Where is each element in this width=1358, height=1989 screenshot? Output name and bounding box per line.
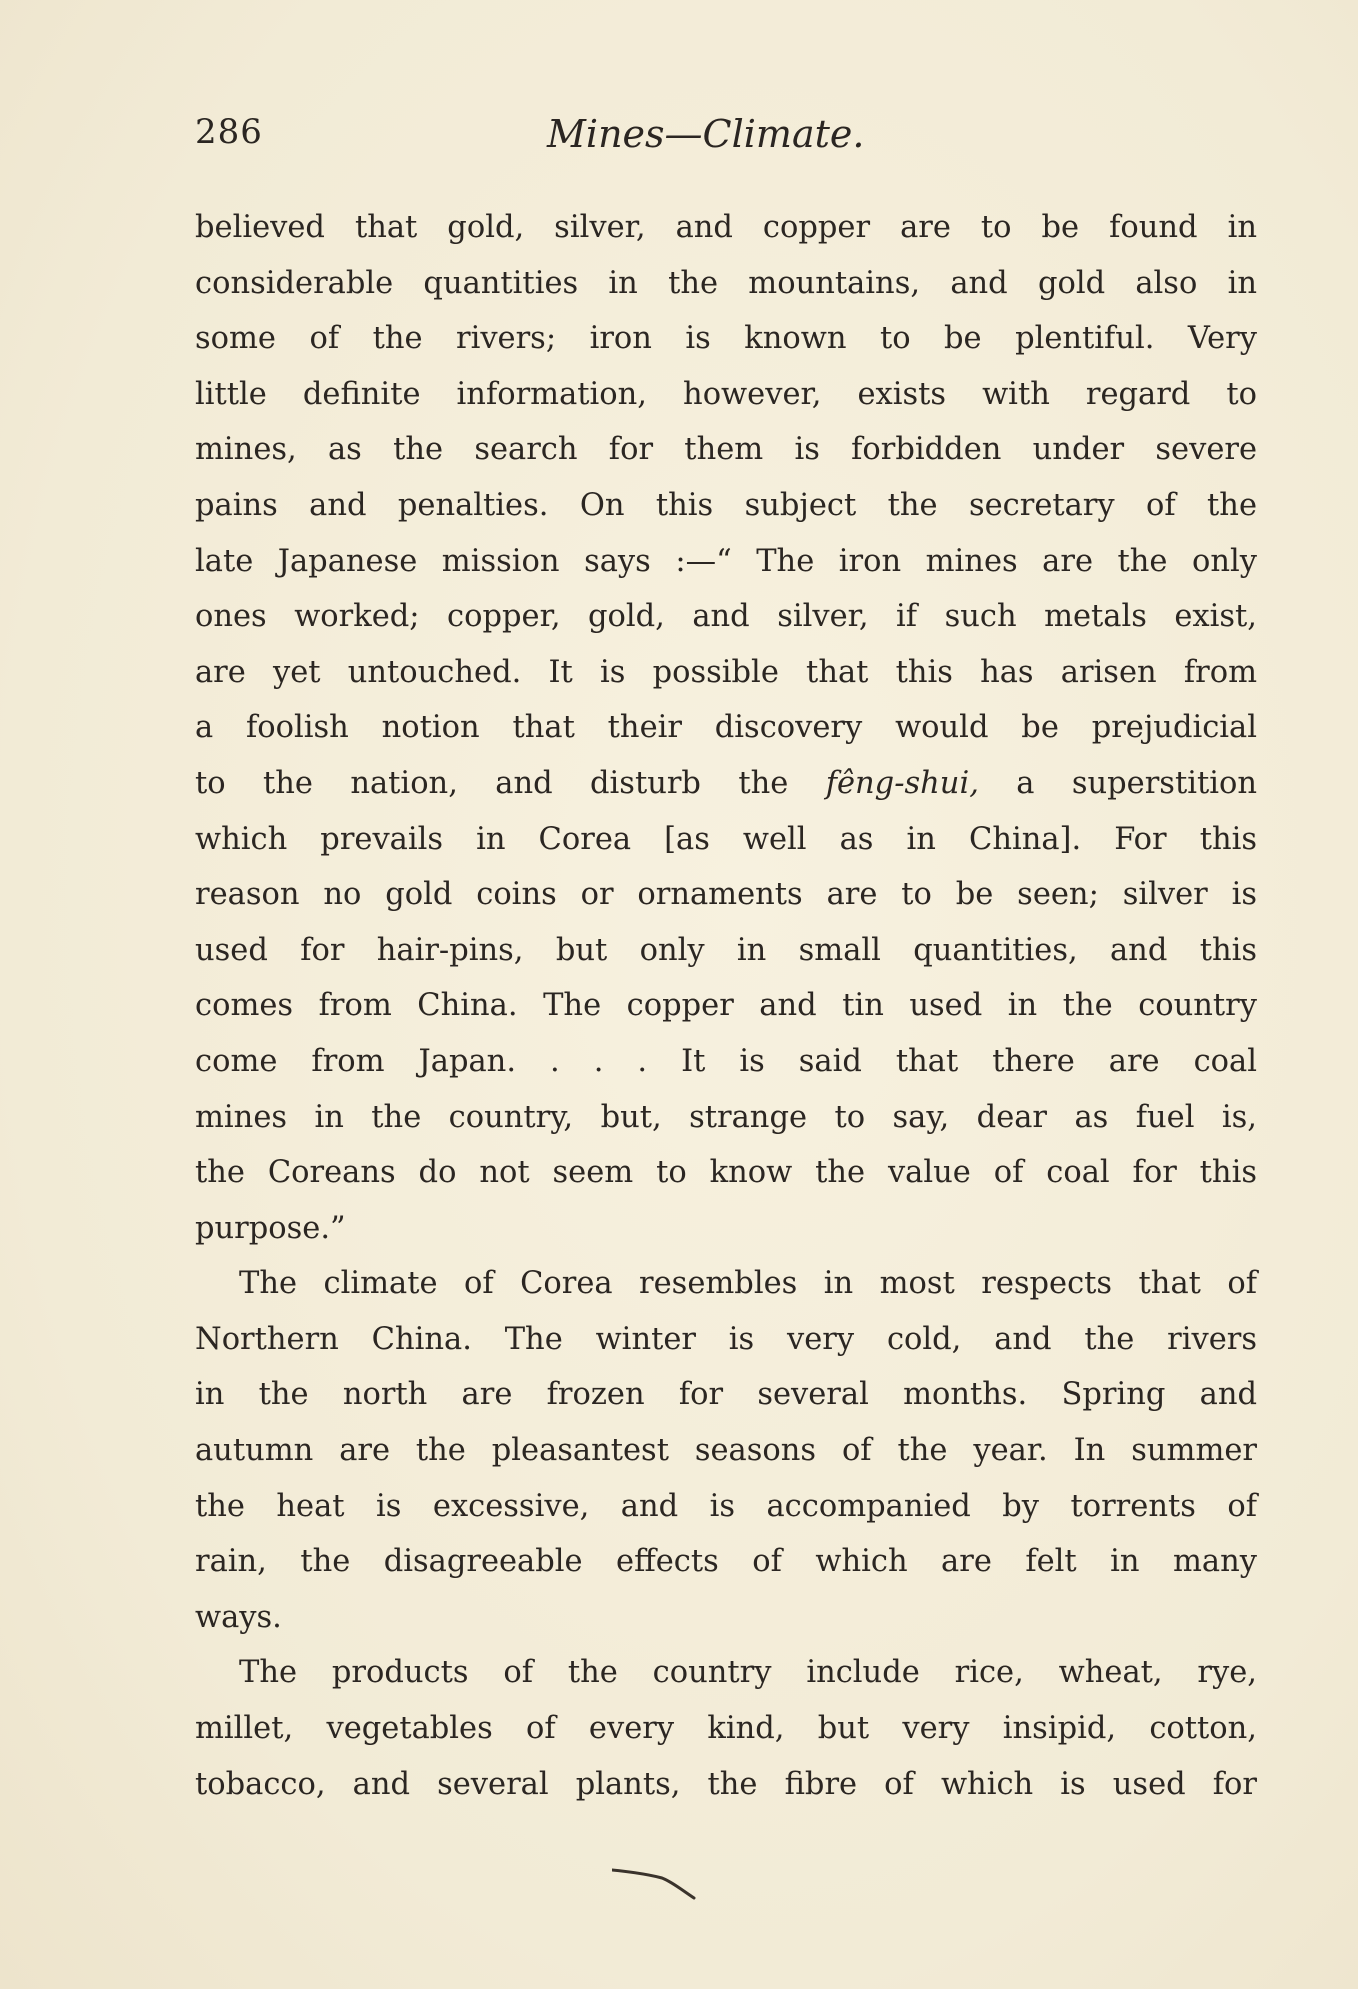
running-title: Mines—Climate. (547, 112, 865, 156)
text-line: millet, vegetables of every kind, but very insipid, cotton, (195, 1711, 1257, 1747)
text-line: late Japanese mission says :—“ The iron mines are the only (195, 543, 1257, 579)
text-line: used for hair-pins, but only in small quantities, and this (195, 932, 1257, 968)
text-line: some of the rivers; iron is known to be plentiful. Very (195, 321, 1257, 357)
text-fragment: to the nation, and disturb the (195, 765, 826, 801)
text-line: come from Japan. . . . It is said that there are coal (195, 1043, 1257, 1079)
text-line: comes from China. The copper and tin used in the country (195, 988, 1257, 1024)
page-number: 286 (195, 112, 263, 152)
text-fragment: a superstition (978, 765, 1257, 801)
page-header (195, 112, 1255, 172)
text-line: autumn are the pleasantest seasons of the year. In summer (195, 1433, 1257, 1469)
text-line: purpose.” (195, 1210, 346, 1246)
text-line: believed that gold, silver, and copper are to be found in (195, 210, 1257, 245)
ink-mark (612, 1864, 702, 1904)
text-line: tobacco, and several plants, the fibre of which is used for (195, 1766, 1257, 1802)
text-line: a foolish notion that their discovery would be prejudicial (195, 710, 1257, 746)
body-text (195, 200, 1257, 1812)
paragraph-first-line: The climate of Corea resembles in most respects that of (239, 1266, 1257, 1302)
text-line-with-italic (195, 756, 1257, 812)
italic-term: fêng-shui, (825, 765, 979, 801)
text-line: ways. (195, 1599, 282, 1635)
text-line: little definite information, however, exists with regard to (195, 376, 1257, 412)
text-line: the Coreans do not seem to know the value of coal for this (195, 1155, 1257, 1191)
text-line: reason no gold coins or ornaments are to be seen; silver is (195, 877, 1257, 913)
text-line: pains and penalties. On this subject the secretary of the (195, 487, 1257, 523)
text-line: mines in the country, but, strange to say, dear as fuel is, (195, 1099, 1257, 1135)
paragraph-first-line: The products of the country include rice, wheat, rye, (239, 1655, 1257, 1691)
text-line: which prevails in Corea [as well as in China]. For this (195, 821, 1257, 857)
text-line: are yet untouched. It is possible that this has arisen from (195, 654, 1257, 690)
text-line: mines, as the search for them is forbidden under severe (195, 432, 1257, 468)
text-line: considerable quantities in the mountains, and gold also in (195, 265, 1257, 301)
text-line: Northern China. The winter is very cold, and the rivers (195, 1321, 1257, 1357)
text-line: rain, the disagreeable effects of which are felt in many (195, 1544, 1257, 1580)
text-line: ones worked; copper, gold, and silver, if such metals exist, (195, 599, 1257, 635)
text-line: the heat is excessive, and is accompanied by torrents of (195, 1488, 1257, 1524)
text-line: in the north are frozen for several months. Spring and (195, 1377, 1257, 1413)
